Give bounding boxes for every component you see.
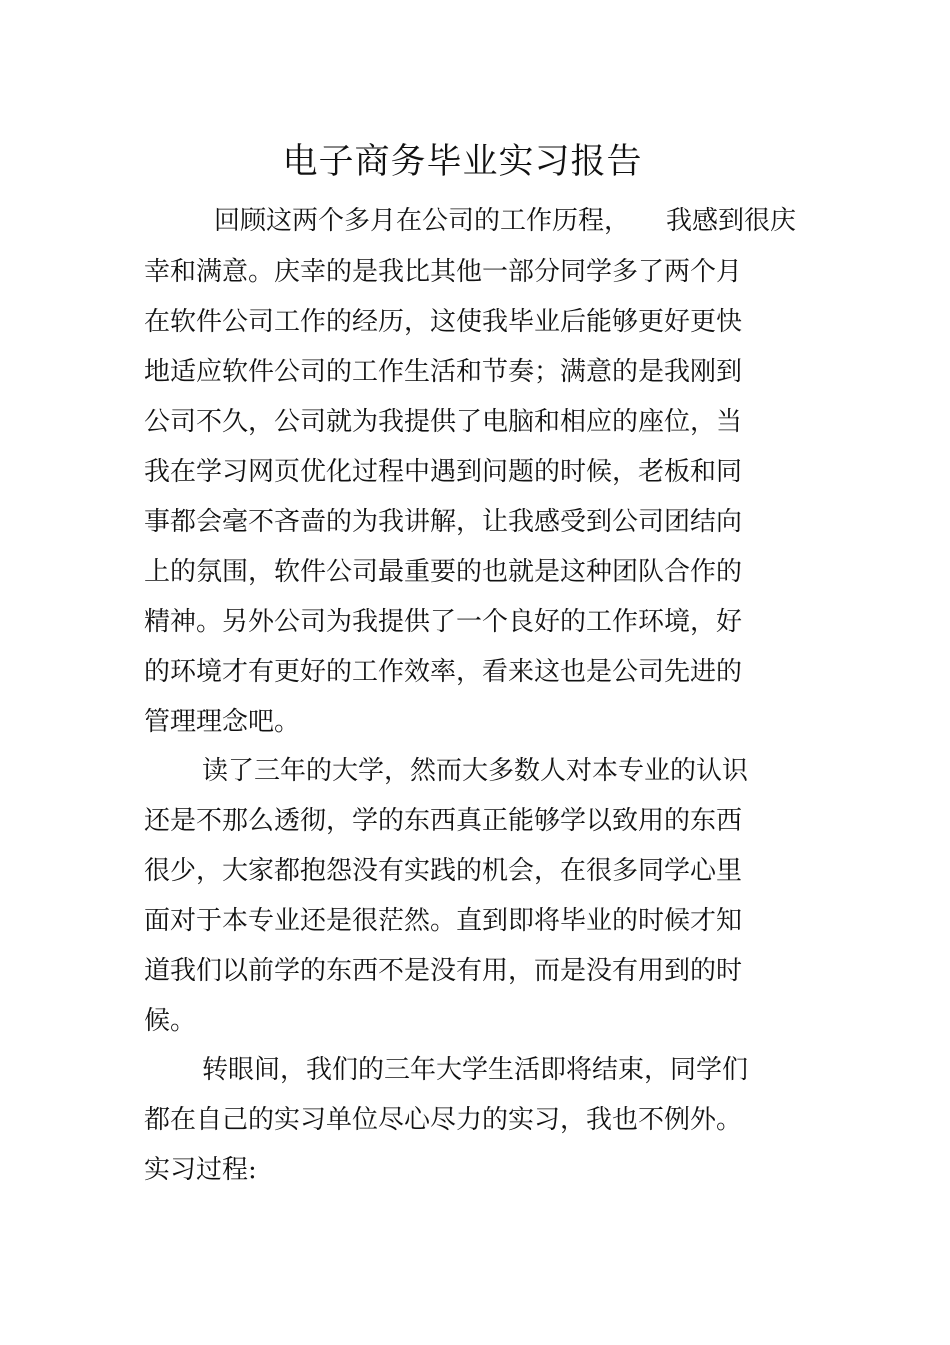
paragraph-1-line-1: [214, 204, 796, 238]
paragraph-1-line-9: 精神。另外公司为我提供了一个良好的工作环境，好: [144, 607, 743, 637]
paragraph-1-line-1-part-b: 我感到很庆: [666, 206, 797, 236]
paragraph-1-line-4: 地适应软件公司的工作生活和节奏；满意的是我刚到: [144, 357, 743, 387]
paragraph-1-line-6: 我在学习网页优化过程中遇到问题的时候，老板和同: [144, 457, 743, 487]
paragraph-3-line-1: 转眼间，我们的三年大学生活即将结束，同学们: [202, 1055, 749, 1085]
paragraph-2-line-5: 道我们以前学的东西不是没有用，而是没有用到的时: [144, 956, 743, 986]
paragraph-2-line-4: 面对于本专业还是很茫然。直到即将毕业的时候才知: [144, 906, 743, 936]
paragraph-1-line-11: 管理理念吧。: [144, 707, 301, 737]
document-title: 电子商务毕业实习报告: [282, 142, 643, 182]
paragraph-1-line-7: 事都会毫不吝啬的为我讲解，让我感受到公司团结向: [144, 507, 743, 537]
paragraph-1-line-10: 的环境才有更好的工作效率，看来这也是公司先进的: [144, 657, 743, 687]
paragraph-1-line-3: 在软件公司工作的经历，这使我毕业后能够更好更快: [144, 307, 743, 337]
paragraph-1-line-2: 幸和满意。庆幸的是我比其他一部分同学多了两个月: [144, 257, 743, 287]
paragraph-2-line-6: 候。: [144, 1006, 197, 1036]
section-heading: 实习过程:: [144, 1155, 257, 1185]
paragraph-1-line-8: 上的氛围，软件公司最重要的也就是这种团队合作的: [144, 557, 743, 587]
paragraph-2-line-2: 还是不那么透彻，学的东西真正能够学以致用的东西: [144, 806, 743, 836]
paragraph-1-line-5: 公司不久，公司就为我提供了电脑和相应的座位，当: [144, 407, 743, 437]
paragraph-1-line-1-part-a: 回顾这两个多月在公司的工作历程，: [214, 206, 631, 236]
paragraph-3-line-2: 都在自己的实习单位尽心尽力的实习，我也不例外。: [144, 1105, 743, 1135]
paragraph-2-line-1: 读了三年的大学，然而大多数人对本专业的认识: [202, 756, 749, 786]
paragraph-2-line-3: 很少，大家都抱怨没有实践的机会，在很多同学心里: [144, 856, 743, 886]
